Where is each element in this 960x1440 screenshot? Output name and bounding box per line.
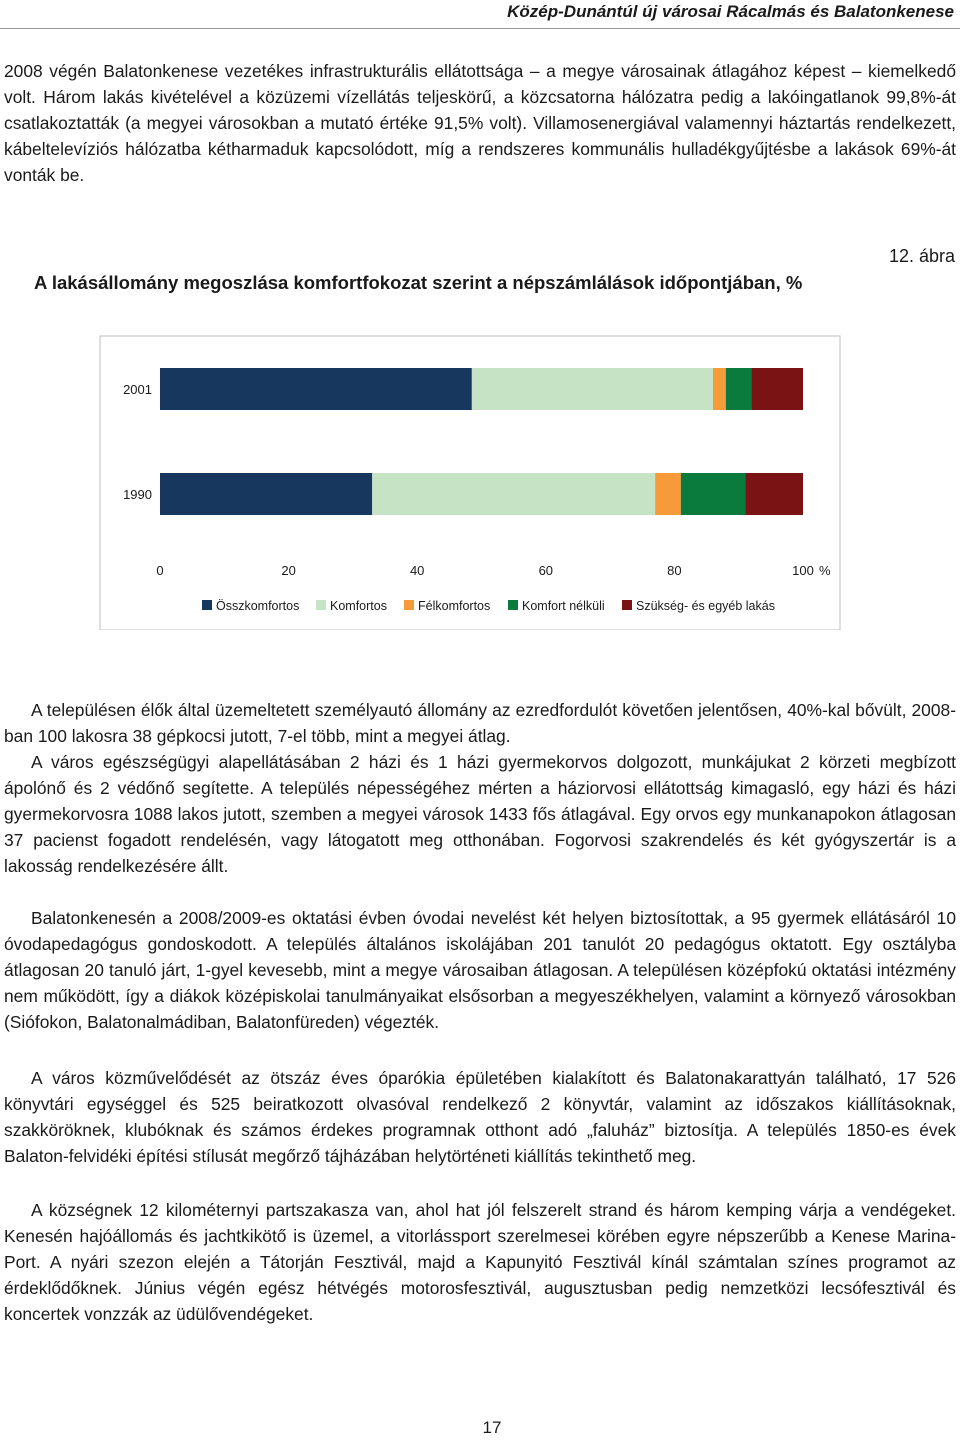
bar-2001-series-4 [752, 368, 803, 410]
legend-swatch [316, 600, 326, 610]
paragraph-cars: A településen élők által üzemeltetett személyautó állomány az ezredfordulót követően jelentősen, 40%-kal bővült, 2008-ban 100 lakosra 38 gépkocsi jutott, 7-el több, mint a megyei átlag. [4, 700, 956, 746]
running-header: Közép-Dunántúl új városai Rácalmás és Balatonkenese [507, 2, 954, 21]
legend-label: Komfort nélküli [522, 599, 605, 613]
x-tick-label: 40 [409, 563, 425, 578]
figure-title: A lakásállomány megoszlása komfortfokozat szerint a népszámlálások időpontjában, % [34, 272, 803, 293]
bar-1990-series-0 [160, 473, 372, 515]
bar-2001-series-0 [160, 368, 472, 410]
legend-label: Komfortos [330, 599, 387, 613]
bar-1990-series-2 [655, 473, 681, 515]
bar-2001-series-1 [472, 368, 713, 410]
bar-2001-series-3 [726, 368, 752, 410]
x-tick-label: 20 [281, 563, 296, 578]
category-label-1990: 1990 [123, 487, 152, 502]
x-unit-label: % [819, 563, 831, 578]
header-divider [0, 28, 960, 29]
paragraph-education: Balatonkenesén a 2008/2009-es oktatási évben óvodai nevelést két helyen biztosítottak, a 95 gyermek ellátásáról 10 óvodapedagógus gondoskodott. A település általános iskolájában 201 tanulót 20 pedagógus oktatott. Egy osztályba átlagosan 20 tanuló járt, 1-gyel kevesebb, mint a megye városaiban átlagosan. A településen középfokú oktatási intézmény nem működött, így a diákok középiskolai tanulmányaikat elsősorban a megyeszékhelyen, valamint a környező városokban (Siófokon, Balatonalmádiban, Balatonfüreden) végezték. [4, 908, 956, 1032]
page-number: 17 [482, 1418, 502, 1437]
x-tick-label: 60 [538, 563, 554, 578]
x-tick-label: 0 [156, 563, 164, 578]
paragraph-infrastructure: 2008 végén Balatonkenese vezetékes infrastrukturális ellátottsága – a megye városainak átlagához képest – kiemelkedő volt. Három lakás kivételével a közüzemi vízellátás teljeskörű, a közcsatorna hálózatra pedig a lakóingatlanok 99,8%-át csatlakoztatták (a megyei városokban a mutató értéke 91,5% volt). Villamosenergiával valamennyi háztartás rendelkezett, kábeltelevíziós hálózatba kétharmaduk kapcsolódott, míg a rendszeres kommunális hulladékgyűjtésbe a lakások 69%-át vonták be. [4, 61, 956, 185]
legend-swatch [622, 600, 632, 610]
x-axis-ticks [156, 563, 831, 578]
x-tick-label: 100 [792, 563, 814, 578]
legend-swatch [508, 600, 518, 610]
bar-2001-series-2 [713, 368, 726, 410]
bar-1990-series-3 [681, 473, 745, 515]
bar-1990-series-4 [745, 473, 803, 515]
bar-group [160, 368, 803, 515]
bar-1990-series-1 [372, 473, 655, 515]
paragraph-health: A város egészségügyi alapellátásában 2 házi és 1 házi gyermekorvos dolgozott, munkájukat 2 körzeti megbízott ápolónő és 2 védőnő segítette. A település népességéhez mérten a háziorvosi ellátottság kimagasló, egy házi és házi gyermekorvosra 1088 lakos jutott, szemben a megyei városok 1433 fős átlagával. Egy orvos egy munkanapokon átlagosan 37 pacienst fogadott rendelésén, vagy látogatott meg otthonában. Fogorvosi szakrendelés és két gyógyszertár is a lakosság rendelkezésére állt. [4, 752, 956, 876]
paragraph-tourism: A községnek 12 kilométernyi partszakasza van, ahol hat jól felszerelt strand és három kemping várja a vendégeket. Kenesén hajóállomás és jachtkikötő is üzemel, a vitorlássport szerelmesei körében egyre népszerűbb a Kenese Marina-Port. A nyári szezon elején a Tátorján Fesztivál, majd a Kapunyitó Fesztivál kínál számtalan színes programot az érdeklődőknek. Június végén egész hétvégés motorosfesztivál, augusztusban pedig nemzetközi lecsófesztivál és koncertek vonzzák az üdülővendégeket. [4, 1200, 956, 1324]
chart-legend [202, 599, 775, 613]
paragraph-culture: A város közművelődését az ötszáz éves óparókia épületében kialakított és Balatonakarattyán található, 17 526 könyvtári egységgel és 525 beiratkozott olvasóval rendelkező 2 könyvtár, valamint az időszakos kiállításoknak, szakköröknek, klubóknak és számos érdekes programnak otthont adó „faluház” biztosítja. A település 1850-es évek Balaton-felvidéki építési stílusát megőrző tájházában helytörténeti kiállítás tekinthető meg. [4, 1068, 956, 1166]
legend-swatch [404, 600, 414, 610]
legend-label: Félkomfortos [418, 599, 491, 613]
legend-label: Szükség- és egyéb lakás [636, 599, 775, 613]
figure-label: 12. ábra [888, 246, 955, 266]
legend-label: Összkomfortos [216, 599, 300, 613]
category-labels [123, 382, 152, 502]
legend-swatch [202, 600, 212, 610]
stacked-bar-chart [0, 330, 960, 630]
x-tick-label: 80 [667, 563, 682, 578]
category-label-2001: 2001 [123, 382, 152, 397]
